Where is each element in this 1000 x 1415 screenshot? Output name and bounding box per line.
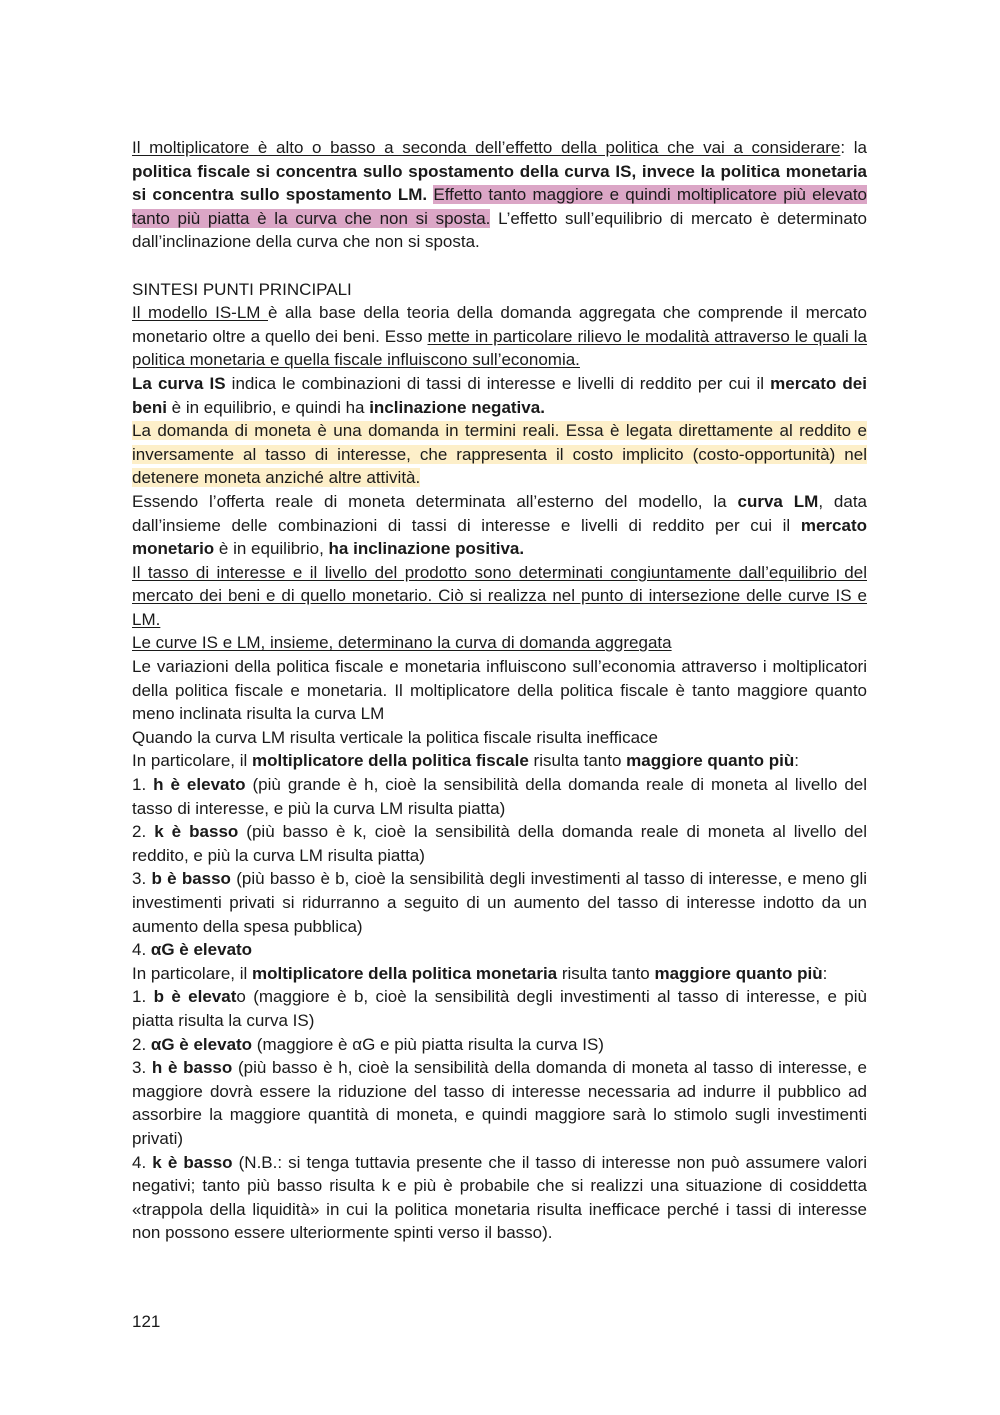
yellow-highlight: La domanda di moneta è una domanda in termini reali. Essa è legata direttamente al reddito e inversamente al tasso di interesse, che rappresenta il costo implicito (costo-opportunità) nel detenere moneta anziché altre attività. bbox=[132, 421, 867, 488]
list-item: 2. αG è elevato (maggiore è αG e più piatta risulta la curva IS) bbox=[132, 1034, 604, 1054]
paragraph-islm-model: Il modello IS-LM è alla base della teoria della domanda aggregata che comprende il mercato monetario oltre a quello dei beni. Esso mette in particolare rilievo le modalità attraverso le quali la politica monetaria e quella fiscale influiscono sull’economia. bbox=[132, 303, 867, 370]
paragraph-aggregate-demand: Le curve IS e LM, insieme, determinano la curva di domanda aggregata bbox=[132, 633, 672, 653]
list-item: 2. k è basso (più basso è k, cioè la sensibilità della domanda reale di moneta al livello del reddito, e più la curva LM risulta piatta) bbox=[132, 822, 867, 865]
list-item: 1. b è elevato (maggiore è b, cioè la sensibilità degli investimenti al tasso di interesse, e più piatta risulta la curva IS) bbox=[132, 987, 867, 1030]
paragraph-money-demand bbox=[132, 419, 867, 490]
paragraph-multiplier: Il moltiplicatore è alto o basso a seconda dell’effetto della politica che vai a considerare: la politica fiscale si concentra sullo spostamento della curva IS, invece la politica monetaria si concentra sullo spostamento LM. Effetto tanto maggiore e quindi moltiplicatore più elevato tanto più piatta è la curva che non si sposta. L’effetto sull’equilibrio di mercato è determinato dall’inclinazione della curva che non si sposta. bbox=[132, 138, 867, 252]
list-item: 4. k è basso (N.B.: si tenga tuttavia presente che il tasso di interesse non può assumere valori negativi; tanto più basso risulta k e più è probabile che si realizzi una situazione di cosiddetta «trappola della liquidità» in cui la politica monetaria risulta inefficace perché i tassi di interesse non possono essere ulteriormente spinti verso il basso). bbox=[132, 1152, 867, 1243]
list-item: 3. b è basso (più basso è b, cioè la sensibilità degli investimenti al tasso di interesse, e meno gli investimenti privati si ridurranno a seguito di un aumento del tasso di interesse indotto da un aumento della spesa pubblica) bbox=[132, 869, 867, 936]
section-heading: SINTESI PUNTI PRINCIPALI bbox=[132, 279, 352, 299]
pink-highlight: Effetto tanto maggiore e quindi moltiplicatore più elevato tanto più piatta è la curva che non si sposta. bbox=[132, 185, 867, 228]
spacer bbox=[132, 254, 867, 278]
bold-text: politica fiscale si concentra sullo spostamento della curva IS, invece la politica monetaria si concentra sullo spostamento LM. bbox=[132, 161, 867, 205]
fiscal-intro: In particolare, il moltiplicatore della politica fiscale risulta tanto maggiore quanto più: bbox=[132, 751, 799, 771]
paragraph-vertical-lm: Quando la curva LM risulta verticale la politica fiscale risulta inefficace bbox=[132, 727, 658, 747]
list-item: 4. αG è elevato bbox=[132, 940, 253, 960]
paragraph-equilibrium: Il tasso di interesse e il livello del prodotto sono determinati congiuntamente dall’equilibrio del mercato dei beni e di quello monetario. Ciò si realizza nel punto di intersezione delle curve IS e LM. bbox=[132, 562, 867, 629]
list-item: 3. h è basso (più basso è h, cioè la sensibilità della domanda di moneta al tasso di interesse, e maggiore dovrà essere la riduzione del tasso di interesse necessaria ad indurre il pubblico ad assorbire la maggiore quantità di moneta, e quindi maggiore sarà lo stimolo sugli investimenti privati) bbox=[132, 1058, 867, 1148]
paragraph-variations: Le variazioni della politica fiscale e monetaria influiscono sull’economia attraverso i moltiplicatori della politica fiscale e monetaria. Il moltiplicatore della politica fiscale è tanto maggiore quanto meno inclinata risulta la curva LM bbox=[132, 657, 867, 724]
underlined-text: Il moltiplicatore è alto o basso a seconda dell’effetto della politica che vai a considerare bbox=[132, 138, 841, 157]
paragraph-is-curve: La curva IS indica le combinazioni di tassi di interesse e livelli di reddito per cui il mercato dei beni è in equilibrio, e quindi ha inclinazione negativa. bbox=[132, 373, 867, 417]
page-number: 121 bbox=[132, 1312, 161, 1331]
list-item: 1. h è elevato (più grande è h, cioè la sensibilità della domanda reale di moneta al livello del tasso di interesse, e più la curva LM risulta piatta) bbox=[132, 775, 868, 818]
monetary-intro: In particolare, il moltiplicatore della politica monetaria risulta tanto maggiore quanto più: bbox=[132, 963, 828, 983]
document-body bbox=[132, 136, 867, 1245]
paragraph-lm-curve: Essendo l’offerta reale di moneta determinata all’esterno del modello, la curva LM, data dall’insieme delle combinazioni di tassi di interesse e livelli di reddito per cui il mercato monetario è in equilibrio, ha inclinazione positiva. bbox=[132, 491, 867, 559]
